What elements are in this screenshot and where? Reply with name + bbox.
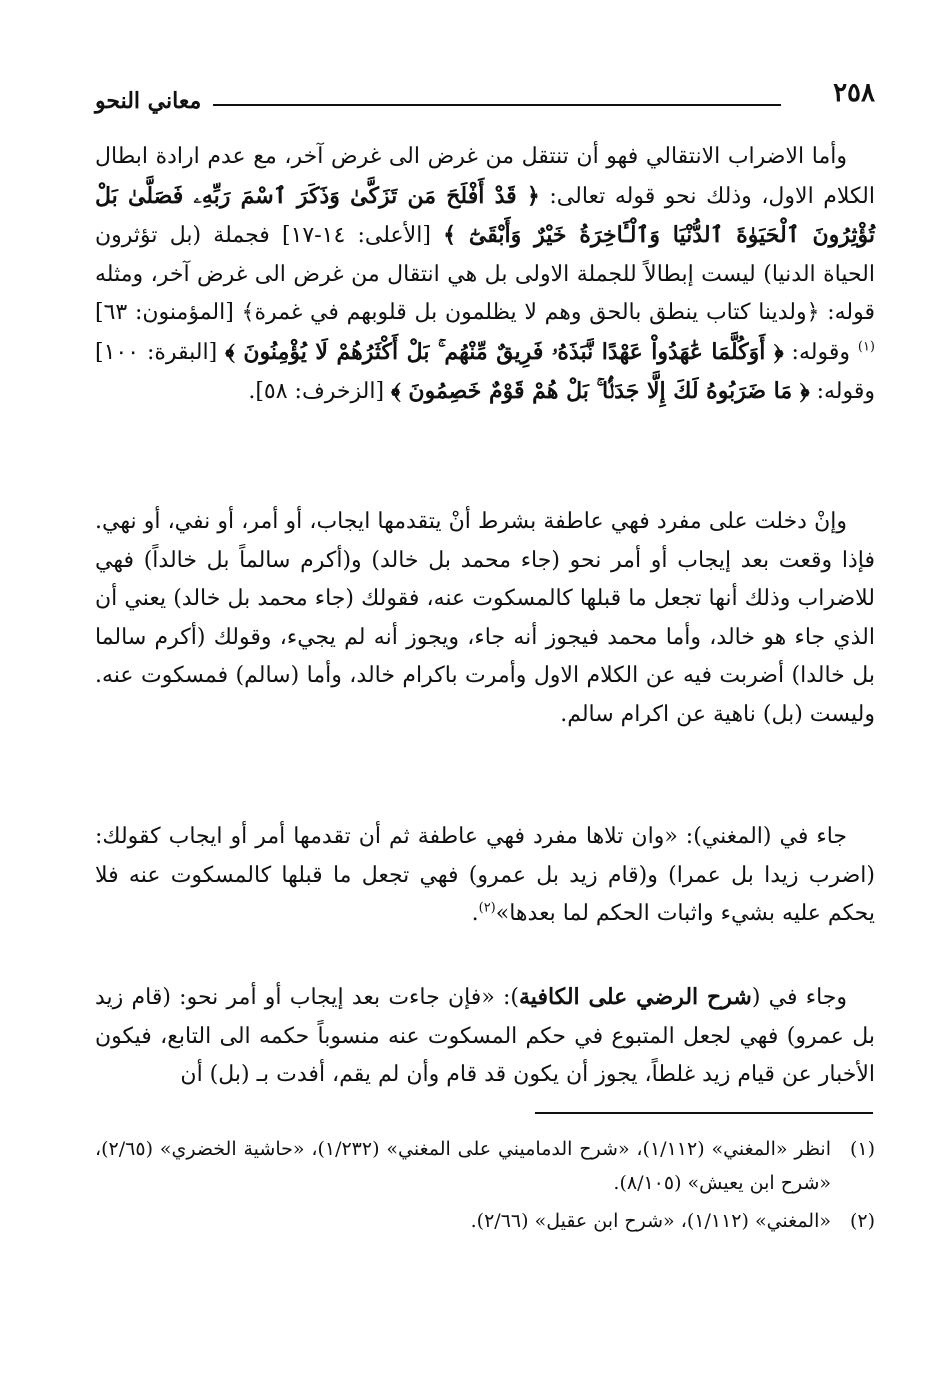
text-segment: [الأعلى: ١٤-١٧] فجملة (بل تؤثرون الحياة الدنيا) ليست إبطالاً للجملة الاولى بل هي انتقال من غرض الى غرض آخر، ومثله قوله:	[95, 223, 875, 325]
footnote-1	[95, 1132, 875, 1200]
footnote-text: انظر «المغني» (١/١١٢)، «شرح الدماميني على المغني» (١/٢٣٢)، «حاشية الخضري» (٢/٦٥)، «شرح ابن يعيش» (٨/١٠٥).	[95, 1138, 831, 1194]
text-segment: .	[471, 901, 479, 926]
paragraph-text	[95, 978, 875, 1095]
text-segment: [البقرة: ١٠٠] وقوله:	[95, 339, 875, 404]
text-segment: وأما الاضراب الانتقالي فهو أن تنتقل من غرض الى غرض آخر، مع عدم ارادة ابطال الكلام الاول، وذلك نحو قوله تعالى:	[95, 144, 875, 209]
page-header	[95, 78, 875, 118]
footnote-mark: (١)	[849, 1138, 875, 1160]
page-number: ٢٥٨	[833, 78, 875, 108]
paragraph-text	[95, 138, 875, 412]
footnotes	[95, 1132, 875, 1242]
paragraph-disjunctive-transition	[95, 138, 875, 412]
footnote-mark: (٢)	[849, 1210, 875, 1232]
text-segment: وقوله:	[783, 339, 858, 365]
footnote-ref: (٢)	[478, 900, 496, 916]
paragraph-mughni-quote	[95, 818, 875, 934]
paragraph-text: وإنْ دخلت على مفرد فهي عاطفة بشرط أنْ يتقدمها ايجاب، أو أمر، أو نفي، أو نهي. فإذا وقعت بعد إيجاب أو أمر نحو (جاء محمد بل خالد) و(أكرم سالماً بل خالداً) فهي للاضراب وذلك أنها تجعل ما قبلها كالمسكوت عنه، فقولك (جاء محمد بل خالد) يعني أن الذي جاء هو خالد، وأما محمد فيجوز أنه جاء، ويجوز أنه لم يجيء، وقولك (أكرم سالما بل خالدا) أضربت فيه عن الكلام الاول وأمرت باكرام خالد، وأما (سالم) فمسكوت عنه. وليست (بل) ناهية عن اكرام سالم.	[95, 509, 875, 727]
verse-reference: [الزخرف: ٥٨].	[248, 379, 392, 404]
quran-verse: ﴿ قَدْ أَفْلَحَ مَن تَزَكَّىٰ وَذَكَرَ ٱسْمَ رَبِّهِۦ فَصَلَّىٰ بَلْ تُؤْثِرُونَ ٱلْحَيَوٰةَ ٱلدُّنْيَا وَٱلْـَٔاخِرَةُ خَيْرٌ وَأَبْقَىٰٓ ﴾	[95, 182, 876, 248]
quran-verse: ﴿ مَا ضَرَبُوهُ لَكَ إِلَّا جَدَلًۢا ۚ بَلْ هُمْ قَوْمٌ خَصِمُونَ ﴾	[391, 378, 810, 404]
paragraph-text	[95, 818, 875, 934]
text-segment: ): «فإن جاءت بعد إيجاب أو أمر نحو: (قام زيد بل عمرو) فهي لجعل المتبوع في حكم المسكوت عنه منسوباً حكمه الى التابع، فيكون الأخبار عن قيام زيد غلطاً، يجوز أن يكون قد قام وأن لم يقم، أفدت بـ (بل) أن	[95, 985, 876, 1087]
header-rule	[213, 104, 781, 106]
quran-verse: ﴿ أَوَكُلَّمَا عَٰهَدُواْ عَهْدًا نَّبَذَهُۥ فَرِيقٌ مِّنْهُم ۚ بَلْ أَكْثَرُهُمْ لَا يُؤْمِنُونَ ﴾	[225, 338, 784, 365]
verse-reference: [المؤمنون: ٦٣]	[95, 300, 242, 325]
paragraph-single-noun	[95, 503, 875, 734]
footnote-text: «المغني» (١/١١٢)، «شرح ابن عقيل» (٢/٦٦).	[470, 1210, 831, 1232]
paragraph-radi-quote	[95, 978, 875, 1095]
text-segment: جاء في (المغني): «وان تلاها مفرد فهي عاطفة ثم أن تقدمها أمر أو ايجاب كقولك: (اضرب زيدا بل عمرا) و(قام زيد بل عمرو) فهي تجعل ما قبلها كالمسكوت عنه فلا يحكم عليه بشيء واثبات الحكم لما بعدها»	[95, 824, 875, 926]
footnote-ref: (١)	[857, 339, 875, 355]
footnote-2	[95, 1204, 875, 1238]
running-title: معاني النحو	[95, 88, 202, 114]
quran-verse: ﴿ولدينا كتاب ينطق بالحق وهم لا يظلمون بل قلوبهم في غمرة﴾	[241, 300, 820, 325]
book-title: شرح الرضي على الكافية	[519, 984, 752, 1010]
footnote-separator	[535, 1112, 873, 1114]
text-segment: وجاء في (	[751, 985, 848, 1010]
